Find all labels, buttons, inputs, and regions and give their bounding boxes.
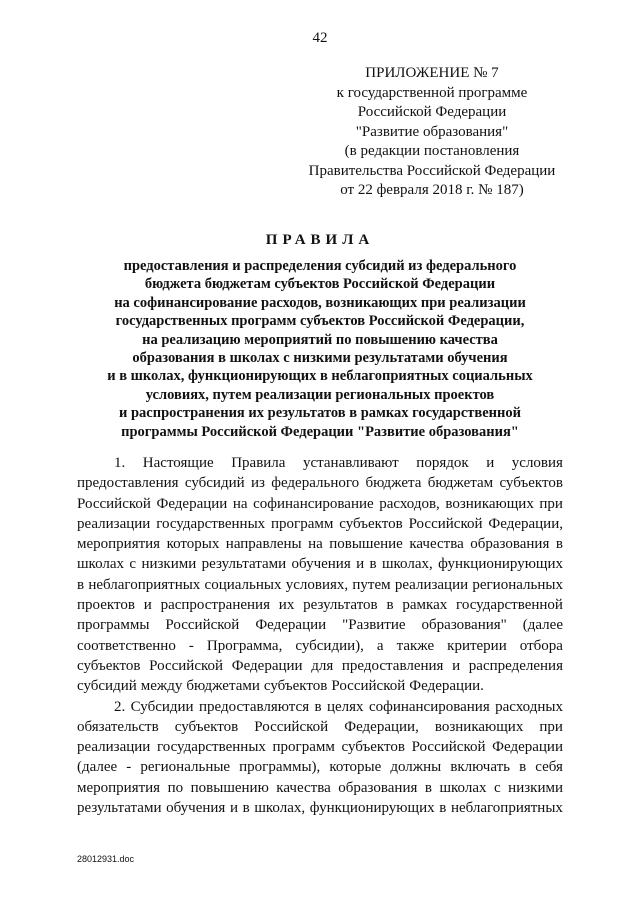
body-line: [77, 697, 563, 717]
appendix-line: (в редакции постановления: [344, 143, 520, 159]
body-line: [77, 737, 563, 757]
body-word: Российской: [411, 739, 486, 756]
appendix-line: ПРИЛОЖЕНИЕ № 7: [365, 65, 499, 81]
body-word: школах,: [254, 800, 306, 817]
body-word: расходов,: [379, 495, 440, 512]
body-word: реализации: [77, 515, 151, 532]
body-line: [77, 757, 563, 777]
body-word: неблагоприятных: [88, 576, 201, 593]
body-word: в: [77, 576, 85, 593]
rules-title: ПРАВИЛА: [265, 232, 375, 248]
subtitle-line: программы Российской Федерации "Развитие образования": [121, 423, 519, 440]
body-word: государственных: [156, 515, 266, 532]
body-word: Субсидии: [130, 698, 194, 715]
body-word: повышение: [329, 536, 403, 553]
body-line: [77, 676, 563, 696]
body-word: субсидий: [184, 475, 245, 492]
body-word: школах: [439, 779, 487, 796]
body-word: в: [555, 536, 563, 553]
body-word: субъектов: [341, 739, 405, 756]
body-word: субъектов: [263, 678, 328, 695]
body-line: [77, 778, 563, 798]
body-word: мероприятия: [77, 536, 161, 553]
body-word: в: [369, 556, 377, 573]
body-word: субъектов: [499, 475, 563, 492]
body-word: софинансирования: [368, 698, 490, 715]
body-word: мероприятия: [77, 779, 161, 796]
body-word: программ: [272, 739, 335, 756]
body-word: субсидий: [77, 678, 137, 695]
subtitle-line: на софинансирование расходов, возникающих при реализации: [114, 294, 526, 311]
body-word: распределения: [468, 657, 563, 674]
body-word: с: [494, 779, 501, 796]
body-line: [77, 717, 563, 737]
body-word: результатами: [77, 800, 162, 817]
body-word: Федерации,: [344, 718, 419, 735]
appendix-line: "Развитие образования": [355, 123, 509, 140]
subtitle-line: и в школах, функционирующих в неблагоприятных социальных: [107, 368, 533, 385]
document-filename: 28012931.doc: [77, 854, 135, 864]
body-word: Правила: [231, 455, 286, 471]
subtitle-line: предоставления и распределения субсидий из федерального: [123, 258, 517, 274]
body-word: должны: [390, 759, 442, 776]
body-word: Федерации: [492, 739, 563, 756]
body-word: для: [311, 657, 334, 674]
body-word: -: [188, 637, 194, 654]
body-word: образования": [421, 617, 507, 634]
body-word: целях: [326, 698, 364, 715]
body-word: бюджета: [365, 475, 422, 492]
body-word: порядок: [416, 455, 469, 471]
body-word: условиях,: [285, 576, 349, 593]
body-word: предоставляются: [198, 698, 310, 715]
body-word: бюджетами: [186, 678, 260, 695]
body-word: которые: [329, 759, 382, 776]
subtitle-line: условиях, путем реализации региональных проектов: [145, 386, 495, 403]
rules-subtitle: [60, 257, 580, 441]
body-word: софинансирование: [253, 495, 374, 512]
body-word: 2.: [114, 698, 126, 715]
body-line: [77, 575, 563, 595]
body-word: соответственно: [77, 637, 176, 654]
body-word: низкими: [141, 556, 197, 573]
body-word: "Развитие: [342, 617, 406, 634]
page-number: 42: [312, 30, 328, 46]
body-word: неблагоприятных: [450, 800, 563, 817]
body-word: государственной: [456, 597, 563, 614]
body-word: программы),: [239, 759, 321, 776]
body-word: (далее: [522, 617, 563, 634]
body-word: качества: [409, 536, 464, 553]
body-word: Федерации: [156, 495, 228, 512]
body-word: функционирующих: [438, 556, 563, 573]
body-word: обучения: [166, 800, 226, 817]
body-word: функционирующих: [309, 800, 435, 817]
body-word: в: [424, 779, 432, 796]
body-word: реализации: [77, 739, 151, 756]
body-word: себя: [535, 759, 563, 776]
body-word: с: [129, 556, 137, 573]
body-word: их: [278, 597, 295, 614]
body-word: при: [539, 495, 563, 512]
body-word: школах: [77, 556, 125, 573]
body-word: образования: [338, 779, 418, 796]
body-word: обязательств: [77, 718, 159, 735]
body-word: обучения: [291, 556, 351, 573]
body-word: реализации: [394, 576, 469, 593]
body-line: [77, 514, 563, 534]
body-word: Федерации,: [488, 515, 563, 532]
body-word: отбора: [519, 637, 563, 654]
body-word: в: [519, 759, 527, 776]
body-word: при: [539, 718, 563, 735]
body-word: и: [486, 455, 495, 471]
body-word: распространения: [160, 597, 270, 614]
body-word: направлены: [225, 536, 302, 553]
body-word: Федерации: [255, 617, 327, 634]
subtitle-line: и распространения их результатов в рамках государственной: [118, 405, 521, 422]
body-word: в: [242, 800, 250, 817]
body-word: 1.: [114, 455, 126, 471]
body-word: условия: [511, 455, 563, 471]
body-word: бюджетам: [427, 475, 494, 492]
body-word: между: [140, 678, 183, 695]
body-word: включать: [450, 759, 511, 776]
body-line: [77, 656, 563, 676]
body-word: проектов: [77, 597, 135, 614]
body-word: в: [314, 698, 322, 715]
appendix-header: [300, 64, 564, 201]
body-word: результатами: [201, 556, 287, 573]
body-word: на: [308, 536, 323, 553]
body-word: Настоящие: [142, 455, 214, 471]
subtitle-line: бюджета бюджетам субъектов Российской Федерации: [144, 276, 496, 293]
body-word: результатов: [303, 597, 378, 614]
body-word: Российской: [408, 515, 483, 532]
body-word: Российской: [77, 495, 151, 512]
body-word: субъектов: [174, 718, 239, 735]
body-word: субъектов: [77, 657, 141, 674]
body-word: низкими: [508, 779, 563, 796]
body-word: предоставления: [341, 657, 444, 674]
body-word: и: [229, 800, 238, 817]
body-word: региональные: [140, 759, 231, 776]
body-line: [77, 453, 563, 473]
appendix-line: к государственной программе: [336, 84, 528, 101]
body-word: рамках: [402, 597, 448, 614]
body-word: Программа,: [206, 637, 283, 654]
body-line: [77, 534, 563, 554]
body-word: субъектов: [339, 515, 403, 532]
body-word: Российской: [149, 657, 224, 674]
body-word: школах,: [381, 556, 433, 573]
body-word: возникающих: [445, 495, 534, 512]
body-line: [77, 554, 563, 574]
body-word: качества: [276, 779, 331, 796]
body-word: (далее: [77, 759, 118, 776]
body-word: возникающих: [434, 718, 524, 735]
body-word: Российской: [254, 718, 329, 735]
appendix-line: Правительства Российской Федерации: [308, 162, 556, 179]
body-word: программ: [271, 515, 334, 532]
body-word: Российской: [165, 617, 240, 634]
body-word: на: [232, 495, 248, 512]
appendix-line: от 22 февраля 2018 г. № 187): [340, 182, 524, 198]
body-word: региональных: [472, 576, 563, 593]
body-line: [77, 636, 563, 656]
body-word: предоставления: [77, 475, 179, 492]
body-word: субсидии),: [295, 637, 364, 654]
body-word: и: [143, 597, 152, 614]
body-word: Федерации: [231, 657, 303, 674]
body-word: расходных: [495, 698, 563, 715]
body-word: социальных: [204, 576, 282, 593]
body-word: Российской: [331, 678, 406, 695]
body-line: [77, 615, 563, 635]
body-line: [77, 798, 563, 818]
body-word: и: [452, 657, 461, 674]
body-word: программы: [77, 617, 150, 634]
body-word: из: [250, 475, 265, 492]
body-word: в: [439, 800, 447, 817]
appendix-line: Российской Федерации: [357, 104, 507, 120]
body-line: [77, 595, 563, 615]
body-line: [77, 473, 563, 493]
body-word: по: [167, 779, 184, 796]
body-word: которых: [166, 536, 220, 553]
body-word: повышению: [190, 779, 269, 796]
body-word: в: [386, 597, 394, 614]
body-word: а: [376, 637, 384, 654]
subtitle-line: государственных программ субъектов Российской Федерации,: [115, 313, 525, 330]
body-word: государственных: [156, 739, 266, 756]
body-word: и: [356, 556, 365, 573]
body-text: [77, 453, 563, 818]
body-word: -: [126, 759, 132, 776]
body-line: [77, 494, 563, 514]
body-word: федерального: [271, 475, 360, 492]
body-word: устанавливают: [303, 455, 399, 471]
body-word: образования: [470, 536, 550, 553]
subtitle-line: на реализацию мероприятий по повышению качества: [142, 331, 498, 348]
subtitle-line: образования в школах с низкими результатами обучения: [132, 350, 508, 367]
body-word: путем: [352, 576, 391, 593]
body-word: также: [396, 637, 435, 654]
body-word: критерии: [447, 637, 507, 654]
body-word: Федерации.: [409, 678, 484, 695]
